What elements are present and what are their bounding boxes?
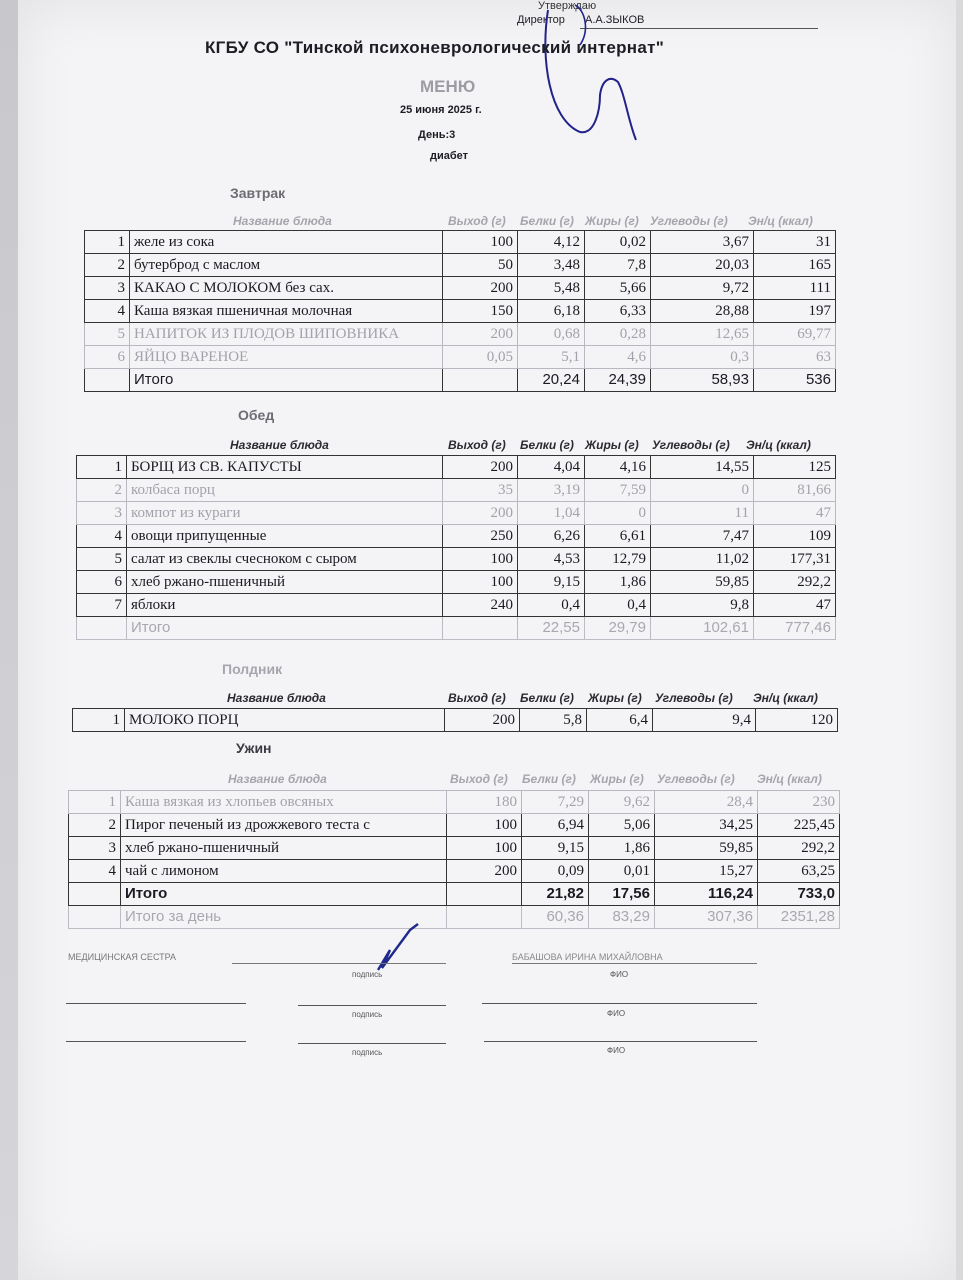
table-cell: 5 bbox=[85, 323, 130, 346]
col-name: Название блюда bbox=[233, 214, 332, 228]
col-carb: Углеводы (г) bbox=[650, 214, 728, 228]
lunch-table bbox=[76, 455, 836, 640]
table-cell: 35 bbox=[443, 479, 518, 502]
lunch-header bbox=[0, 438, 963, 454]
table-cell: 11 bbox=[651, 502, 754, 525]
table-cell: 1 bbox=[69, 791, 121, 814]
table-cell: Пирог печеный из дрожжевого теста с bbox=[121, 814, 447, 837]
table-cell: 200 bbox=[443, 323, 518, 346]
day-total-row bbox=[69, 906, 840, 929]
table-cell: 4,6 bbox=[585, 346, 651, 369]
table-cell: 250 bbox=[443, 525, 518, 548]
table-cell: Каша вязкая пшеничная молочная bbox=[130, 300, 443, 323]
table-cell bbox=[443, 369, 518, 392]
table-cell: 7,47 bbox=[651, 525, 754, 548]
table-cell: 292,2 bbox=[758, 837, 840, 860]
table-cell: 81,66 bbox=[754, 479, 836, 502]
table-cell: 0 bbox=[585, 502, 651, 525]
table-row bbox=[69, 860, 840, 883]
table-cell: 5,06 bbox=[589, 814, 655, 837]
breakfast-header bbox=[0, 214, 963, 230]
med-label: МЕДИЦИНСКАЯ СЕСТРА bbox=[68, 952, 177, 962]
table-cell: 125 bbox=[754, 456, 836, 479]
table-cell: 6,18 bbox=[518, 300, 585, 323]
table-cell: 50 bbox=[443, 254, 518, 277]
table-cell: 11,02 bbox=[651, 548, 754, 571]
table-cell: 58,93 bbox=[651, 369, 754, 392]
table-cell: 3 bbox=[85, 277, 130, 300]
col-out: Выход (г) bbox=[448, 691, 506, 705]
total-row bbox=[85, 369, 836, 392]
table-cell: 0,05 bbox=[443, 346, 518, 369]
podpis-label-1: подпись bbox=[352, 970, 383, 979]
fio-line-2 bbox=[482, 1003, 757, 1004]
col-kcal: Эн/ц (ккал) bbox=[748, 214, 813, 228]
doc-title: МЕНЮ bbox=[420, 77, 476, 96]
table-cell: 100 bbox=[443, 571, 518, 594]
table-cell: 200 bbox=[445, 709, 520, 732]
table-cell: 69,77 bbox=[754, 323, 836, 346]
table-cell: 0,4 bbox=[585, 594, 651, 617]
col-prot: Белки (г) bbox=[520, 691, 574, 705]
table-cell: 6,94 bbox=[522, 814, 589, 837]
col-carb: Углеводы (г) bbox=[657, 772, 735, 786]
table-cell: 21,82 bbox=[522, 883, 589, 906]
table-cell: 100 bbox=[447, 837, 522, 860]
table-cell: 177,31 bbox=[754, 548, 836, 571]
podpis-label-2: подпись bbox=[352, 1010, 383, 1019]
table-cell bbox=[85, 369, 130, 392]
table-cell: Итого bbox=[127, 617, 443, 640]
table-cell bbox=[443, 617, 518, 640]
table-cell: 111 bbox=[754, 277, 836, 300]
snack-title: Полдник bbox=[222, 661, 283, 677]
table-cell: 200 bbox=[443, 277, 518, 300]
table-cell: бутерброд с маслом bbox=[130, 254, 443, 277]
table-cell: 180 bbox=[447, 791, 522, 814]
table-cell: 5,48 bbox=[518, 277, 585, 300]
table-cell: 5,66 bbox=[585, 277, 651, 300]
table-cell: 5,8 bbox=[520, 709, 587, 732]
table-cell bbox=[447, 883, 522, 906]
table-cell: 6 bbox=[85, 346, 130, 369]
table-cell: 9,15 bbox=[518, 571, 585, 594]
table-cell: 28,88 bbox=[651, 300, 754, 323]
table-cell: 0 bbox=[651, 479, 754, 502]
table-cell: Итого bbox=[130, 369, 443, 392]
table-cell: 0,09 bbox=[522, 860, 589, 883]
table-row bbox=[69, 837, 840, 860]
breakfast-table bbox=[84, 230, 836, 392]
table-cell: 9,4 bbox=[653, 709, 756, 732]
table-cell: 200 bbox=[447, 860, 522, 883]
table-row bbox=[77, 548, 836, 571]
col-fat: Жиры (г) bbox=[588, 691, 642, 705]
podpis-label-3: подпись bbox=[352, 1048, 383, 1057]
table-cell: 3 bbox=[69, 837, 121, 860]
table-cell: 230 bbox=[758, 791, 840, 814]
col-fat: Жиры (г) bbox=[585, 438, 639, 452]
table-row bbox=[85, 300, 836, 323]
table-cell: 120 bbox=[756, 709, 838, 732]
table-cell: 2 bbox=[77, 479, 127, 502]
table-cell: 6,61 bbox=[585, 525, 651, 548]
table-cell: 536 bbox=[754, 369, 836, 392]
table-cell: 100 bbox=[443, 231, 518, 254]
fio-label-2: ФИО bbox=[607, 1009, 626, 1018]
menu-diet: диабет bbox=[430, 150, 469, 162]
col-out: Выход (г) bbox=[448, 214, 506, 228]
table-cell: 5 bbox=[77, 548, 127, 571]
table-cell: 60,36 bbox=[522, 906, 589, 929]
fio-label-3: ФИО bbox=[607, 1046, 626, 1055]
table-cell: 4,16 bbox=[585, 456, 651, 479]
table-cell: 47 bbox=[754, 502, 836, 525]
table-cell: 292,2 bbox=[754, 571, 836, 594]
col-kcal: Эн/ц (ккал) bbox=[757, 772, 822, 786]
institution-title: КГБУ СО "Тинской психоневрологический интернат" bbox=[205, 38, 665, 57]
table-cell: 102,61 bbox=[651, 617, 754, 640]
table-cell: 100 bbox=[443, 548, 518, 571]
table-row bbox=[77, 525, 836, 548]
table-cell: салат из свеклы счесноком с сыром bbox=[127, 548, 443, 571]
table-cell: 59,85 bbox=[655, 837, 758, 860]
table-cell: 12,65 bbox=[651, 323, 754, 346]
table-cell: 34,25 bbox=[655, 814, 758, 837]
table-cell bbox=[69, 883, 121, 906]
col-prot: Белки (г) bbox=[522, 772, 576, 786]
table-cell: 29,79 bbox=[585, 617, 651, 640]
table-cell: 4,12 bbox=[518, 231, 585, 254]
table-cell: Итого за день bbox=[121, 906, 447, 929]
col-fat: Жиры (г) bbox=[590, 772, 644, 786]
table-cell: 63,25 bbox=[758, 860, 840, 883]
table-cell: Итого bbox=[121, 883, 447, 906]
table-cell: 7 bbox=[77, 594, 127, 617]
table-cell: колбаса порц bbox=[127, 479, 443, 502]
table-cell: 0,3 bbox=[651, 346, 754, 369]
table-cell: 3 bbox=[77, 502, 127, 525]
table-cell: 20,24 bbox=[518, 369, 585, 392]
table-cell: 1 bbox=[73, 709, 125, 732]
table-cell: 14,55 bbox=[651, 456, 754, 479]
table-cell: 2 bbox=[85, 254, 130, 277]
table-cell: желе из сока bbox=[130, 231, 443, 254]
table-row bbox=[85, 231, 836, 254]
table-cell: 4 bbox=[69, 860, 121, 883]
table-cell: ЯЙЦО ВАРЕНОЕ bbox=[130, 346, 443, 369]
table-cell: Каша вязкая из хлопьев овсяных bbox=[121, 791, 447, 814]
col-carb: Углеводы (г) bbox=[655, 691, 733, 705]
table-cell: 116,24 bbox=[655, 883, 758, 906]
snack-table bbox=[72, 708, 838, 732]
table-cell: 200 bbox=[443, 456, 518, 479]
col-name: Название блюда bbox=[228, 772, 327, 786]
dinner-table bbox=[68, 790, 840, 929]
table-cell: хлеб ржано-пшеничный bbox=[127, 571, 443, 594]
dinner-header bbox=[0, 772, 963, 788]
table-cell: 15,27 bbox=[655, 860, 758, 883]
table-row bbox=[77, 502, 836, 525]
fio-line-3 bbox=[484, 1041, 757, 1042]
table-cell: 3,19 bbox=[518, 479, 585, 502]
table-cell: 1 bbox=[85, 231, 130, 254]
menu-date: 25 июня 2025 г. bbox=[400, 104, 482, 116]
table-row bbox=[69, 791, 840, 814]
table-cell: 109 bbox=[754, 525, 836, 548]
approval-stamp: Утверждаю bbox=[538, 0, 597, 12]
table-cell: 777,46 bbox=[754, 617, 836, 640]
col-kcal: Эн/ц (ккал) bbox=[746, 438, 811, 452]
table-cell: 197 bbox=[754, 300, 836, 323]
director-signature bbox=[500, 0, 660, 150]
table-cell: 1 bbox=[77, 456, 127, 479]
table-cell: 3,48 bbox=[518, 254, 585, 277]
table-cell: 4,04 bbox=[518, 456, 585, 479]
table-cell: 9,62 bbox=[589, 791, 655, 814]
col-kcal: Эн/ц (ккал) bbox=[753, 691, 818, 705]
col-name: Название блюда bbox=[230, 438, 329, 452]
role-line-3 bbox=[66, 1041, 246, 1042]
table-row bbox=[77, 594, 836, 617]
col-out: Выход (г) bbox=[450, 772, 508, 786]
table-cell: 6,4 bbox=[587, 709, 653, 732]
table-row bbox=[73, 709, 838, 732]
table-cell: 47 bbox=[754, 594, 836, 617]
table-cell: 12,79 bbox=[585, 548, 651, 571]
sign-line-1 bbox=[232, 963, 446, 964]
role-line-2 bbox=[66, 1003, 246, 1004]
table-row bbox=[69, 814, 840, 837]
table-cell: 0,02 bbox=[585, 231, 651, 254]
table-cell: 4 bbox=[85, 300, 130, 323]
table-cell: 6,33 bbox=[585, 300, 651, 323]
table-cell: НАПИТОК ИЗ ПЛОДОВ ШИПОВНИКА bbox=[130, 323, 443, 346]
table-cell: 7,8 bbox=[585, 254, 651, 277]
table-cell bbox=[77, 617, 127, 640]
table-cell bbox=[69, 906, 121, 929]
col-prot: Белки (г) bbox=[520, 214, 574, 228]
table-cell: 7,59 bbox=[585, 479, 651, 502]
table-cell: 1,86 bbox=[589, 837, 655, 860]
table-cell: 0,01 bbox=[589, 860, 655, 883]
col-name: Название блюда bbox=[227, 691, 326, 705]
table-cell: 17,56 bbox=[589, 883, 655, 906]
med-name: БАБАШОВА ИРИНА МИХАЙЛОВНА bbox=[512, 952, 663, 962]
table-cell: 6,26 bbox=[518, 525, 585, 548]
table-cell: 2351,28 bbox=[758, 906, 840, 929]
table-cell: 28,4 bbox=[655, 791, 758, 814]
table-cell: 31 bbox=[754, 231, 836, 254]
table-cell: 200 bbox=[443, 502, 518, 525]
table-cell: чай с лимоном bbox=[121, 860, 447, 883]
table-cell: МОЛОКО ПОРЦ bbox=[125, 709, 445, 732]
table-cell: 733,0 bbox=[758, 883, 840, 906]
table-row bbox=[85, 323, 836, 346]
table-cell: 3,67 bbox=[651, 231, 754, 254]
table-cell: 63 bbox=[754, 346, 836, 369]
table-cell: КАКАО С МОЛОКОМ без сах. bbox=[130, 277, 443, 300]
table-cell: 0,68 bbox=[518, 323, 585, 346]
fio-line-1 bbox=[512, 963, 757, 964]
table-cell: 7,29 bbox=[522, 791, 589, 814]
table-cell: 165 bbox=[754, 254, 836, 277]
table-cell: яблоки bbox=[127, 594, 443, 617]
table-cell: 20,03 bbox=[651, 254, 754, 277]
table-row bbox=[85, 277, 836, 300]
table-cell: 83,29 bbox=[589, 906, 655, 929]
table-cell: 2 bbox=[69, 814, 121, 837]
table-cell: 59,85 bbox=[651, 571, 754, 594]
table-row bbox=[77, 571, 836, 594]
col-fat: Жиры (г) bbox=[585, 214, 639, 228]
table-cell: 22,55 bbox=[518, 617, 585, 640]
table-cell: 9,8 bbox=[651, 594, 754, 617]
breakfast-title: Завтрак bbox=[230, 185, 286, 201]
background-wall bbox=[0, 0, 18, 1280]
table-row bbox=[85, 254, 836, 277]
fio-label-1: ФИО bbox=[610, 970, 629, 979]
director-label: Директор bbox=[517, 14, 565, 26]
table-cell: 4 bbox=[77, 525, 127, 548]
table-cell: 24,39 bbox=[585, 369, 651, 392]
table-cell: 0,28 bbox=[585, 323, 651, 346]
table-row bbox=[77, 456, 836, 479]
table-cell: 100 bbox=[447, 814, 522, 837]
table-row bbox=[77, 479, 836, 502]
table-cell: 225,45 bbox=[758, 814, 840, 837]
sign-line-3 bbox=[298, 1043, 446, 1044]
table-cell: 9,72 bbox=[651, 277, 754, 300]
total-row bbox=[69, 883, 840, 906]
table-cell: 1,86 bbox=[585, 571, 651, 594]
table-cell: овощи припущенные bbox=[127, 525, 443, 548]
table-cell: компот из кураги bbox=[127, 502, 443, 525]
table-cell: 4,53 bbox=[518, 548, 585, 571]
table-cell: 5,1 bbox=[518, 346, 585, 369]
table-cell: 0,4 bbox=[518, 594, 585, 617]
table-cell: 9,15 bbox=[522, 837, 589, 860]
lunch-title: Обед bbox=[238, 407, 275, 423]
col-out: Выход (г) bbox=[448, 438, 506, 452]
table-cell: хлеб ржано-пшеничный bbox=[121, 837, 447, 860]
menu-day: День:3 bbox=[418, 129, 456, 141]
table-cell: БОРЩ ИЗ СВ. КАПУСТЫ bbox=[127, 456, 443, 479]
col-prot: Белки (г) bbox=[520, 438, 574, 452]
total-row bbox=[77, 617, 836, 640]
table-cell: 307,36 bbox=[655, 906, 758, 929]
table-cell: 150 bbox=[443, 300, 518, 323]
table-cell: 240 bbox=[443, 594, 518, 617]
paper-sheet bbox=[18, 0, 956, 1280]
snack-header bbox=[0, 691, 963, 707]
table-row bbox=[85, 346, 836, 369]
director-name: А.А.ЗЫКОВ bbox=[585, 14, 645, 26]
sign-line-2 bbox=[298, 1005, 446, 1006]
table-cell bbox=[447, 906, 522, 929]
table-cell: 1,04 bbox=[518, 502, 585, 525]
table-cell: 6 bbox=[77, 571, 127, 594]
col-carb: Углеводы (г) bbox=[652, 438, 730, 452]
dinner-title: Ужин bbox=[236, 740, 272, 756]
